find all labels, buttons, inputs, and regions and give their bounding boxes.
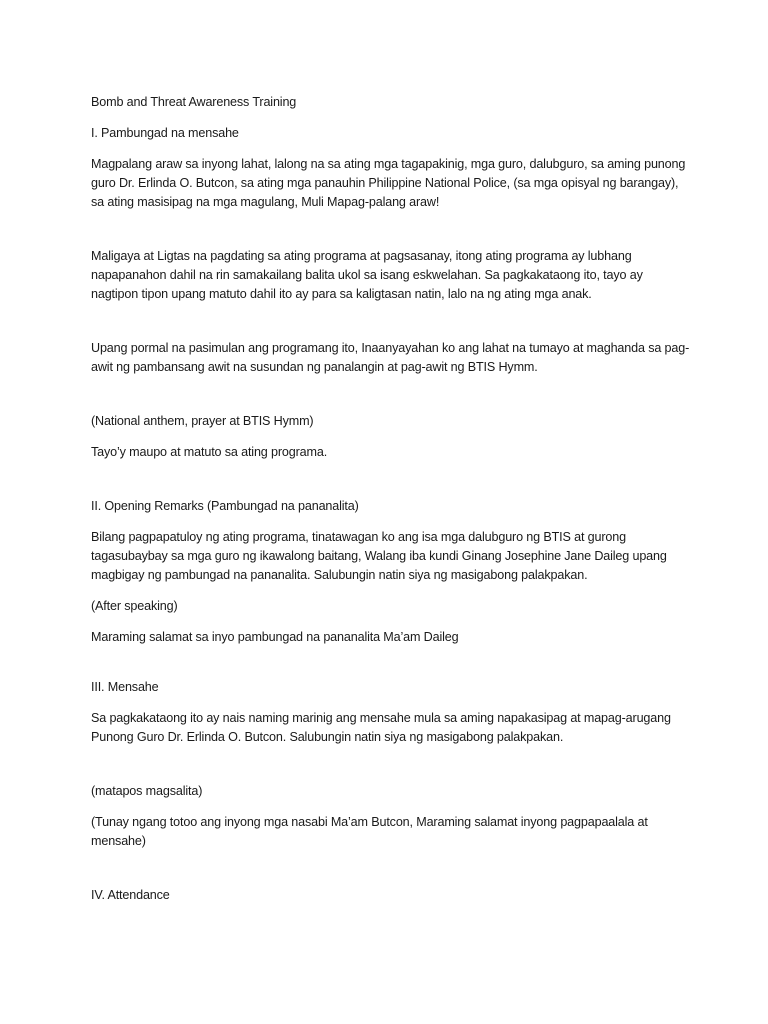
paragraph-invitation: Upang pormal na pasimulan ang programang ito, Inaanyayahan ko ang lahat na tumayo at maghanda sa pag-awit ng pambansang awit na susundan ng panalangin at pag-awit ng BTIS Hymm. <box>91 341 690 374</box>
section-heading-3: III. Mensahe <box>91 680 159 694</box>
paragraph-welcome: Maligaya at Ligtas na pagdating sa ating programa at pagsasanay, itong ating programa ay lubhang napapanahon dahil na rin samakailang balita ukol sa isang eskwelahan. Sa pagkakataong ito, tayo ay nagtipon tipon upang matuto dahil ito ay para sa kaligtasan natin, lalo na ng ating mga anak. <box>91 249 643 301</box>
paragraph-anthem-note: (National anthem, prayer at BTIS Hymm) <box>91 414 314 428</box>
paragraph-greeting: Magpalang araw sa inyong lahat, lalong na sa ating mga tagapakinig, mga guro, dalubguro, sa aming punong guro Dr. Erlinda O. Butcon, sa ating mga panauhin Philippine National Police, (sa mga opisyal ng barangay), sa ating masisipag na mga magulang, Muli Mapag-palang araw! <box>91 157 686 209</box>
paragraph-thanks-daileg: Maraming salamat sa inyo pambungad na pananalita Ma’am Daileg <box>91 630 459 644</box>
paragraph-after-speaking: (After speaking) <box>91 599 178 613</box>
paragraph-sit-down: Tayo’y maupo at matuto sa ating programa. <box>91 445 328 459</box>
document-title: Bomb and Threat Awareness Training <box>91 95 297 109</box>
paragraph-thanks-butcon: (Tunay ngang totoo ang inyong mga nasabi Ma’am Butcon, Maraming salamat inyong pagpapaalala at mensahe) <box>91 815 648 848</box>
section-heading-1: I. Pambungad na mensahe <box>91 126 239 140</box>
document-body <box>91 93 691 905</box>
paragraph-message-intro: Sa pagkakataong ito ay nais naming marinig ang mensahe mula sa aming napakasipag at mapag-arugang Punong Guro Dr. Erlinda O. Butcon. Salubungin natin siya ng masigabong palakpakan. <box>91 711 671 744</box>
section-heading-4: IV. Attendance <box>91 888 170 902</box>
paragraph-after-talk: (matapos magsalita) <box>91 784 203 798</box>
section-heading-2: II. Opening Remarks (Pambungad na pananalita) <box>91 499 359 513</box>
paragraph-opening-remarks: Bilang pagpapatuloy ng ating programa, tinatawagan ko ang isa mga dalubguro ng BTIS at gurong tagasubaybay sa mga guro ng ikawalong baitang, Walang iba kundi Ginang Josephine Jane Daileg upang magbigay ng pambungad na pananalita. Salubungin natin siya ng masigabong palakpakan. <box>91 530 667 582</box>
